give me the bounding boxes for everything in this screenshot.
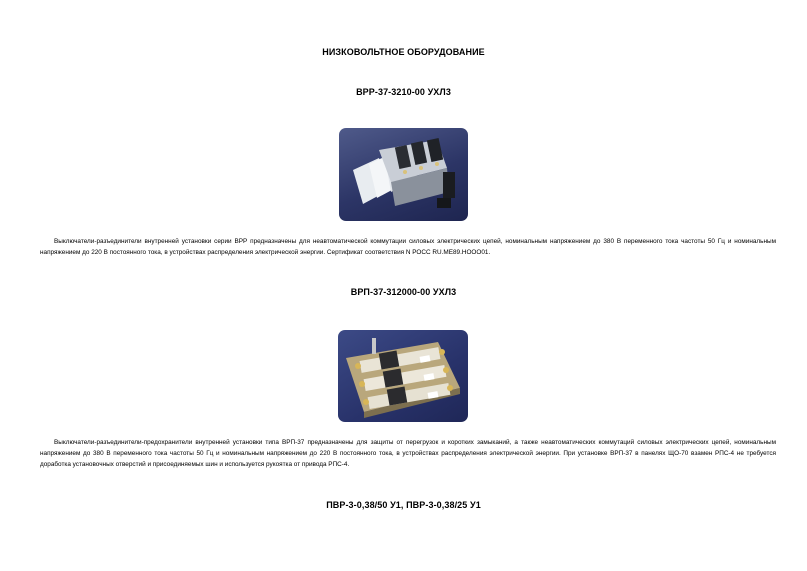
section-title-pvr: ПВР-3-0,38/50 У1, ПВР-3-0,38/25 У1: [326, 500, 481, 510]
section-title-vrr: ВРР-37-3210-00 УХЛ3: [356, 87, 451, 97]
section-description-vrp: Выключатели-разъединители-предохранители внутренней установки типа ВРП-37 предназначены для защиты от перегрузок и коротких замыканий, а также неавтоматических коммутаций силовых электрических цепей, номинальным напряжением до 380 В переменного тока частоты 50 Гц и номинальным напряжением до 220 В постоянного тока, в устройствах распределения электрической энергии. При установке ВРП-37 в панелях ЩО-70 взамен РПС-4 не требуется доработка установочных отверстий и присоединяемых шин и используется рукоятка от привода РПС-4.: [40, 439, 776, 468]
section-title-vrp: ВРП-37-312000-00 УХЛ3: [350, 287, 457, 297]
section-description-vrr: Выключатели-разъединители внутренней установки серии ВРР предназначены для неавтоматической коммутации силовых электрических цепей, номинальным напряжением до 380 В переменного тока частоты 50 Гц и номинальным напряжением до 220 В постоянного тока, в устройствах распределения электрической энергии. Сертификат соответствия N РОСС RU.МЕ89.НООО01.: [40, 238, 776, 256]
product-photo-vrp: [338, 330, 468, 422]
product-photo-vrr: [339, 128, 468, 221]
page-title: НИЗКОВОЛЬТНОЕ ОБОРУДОВАНИЕ: [322, 47, 485, 57]
